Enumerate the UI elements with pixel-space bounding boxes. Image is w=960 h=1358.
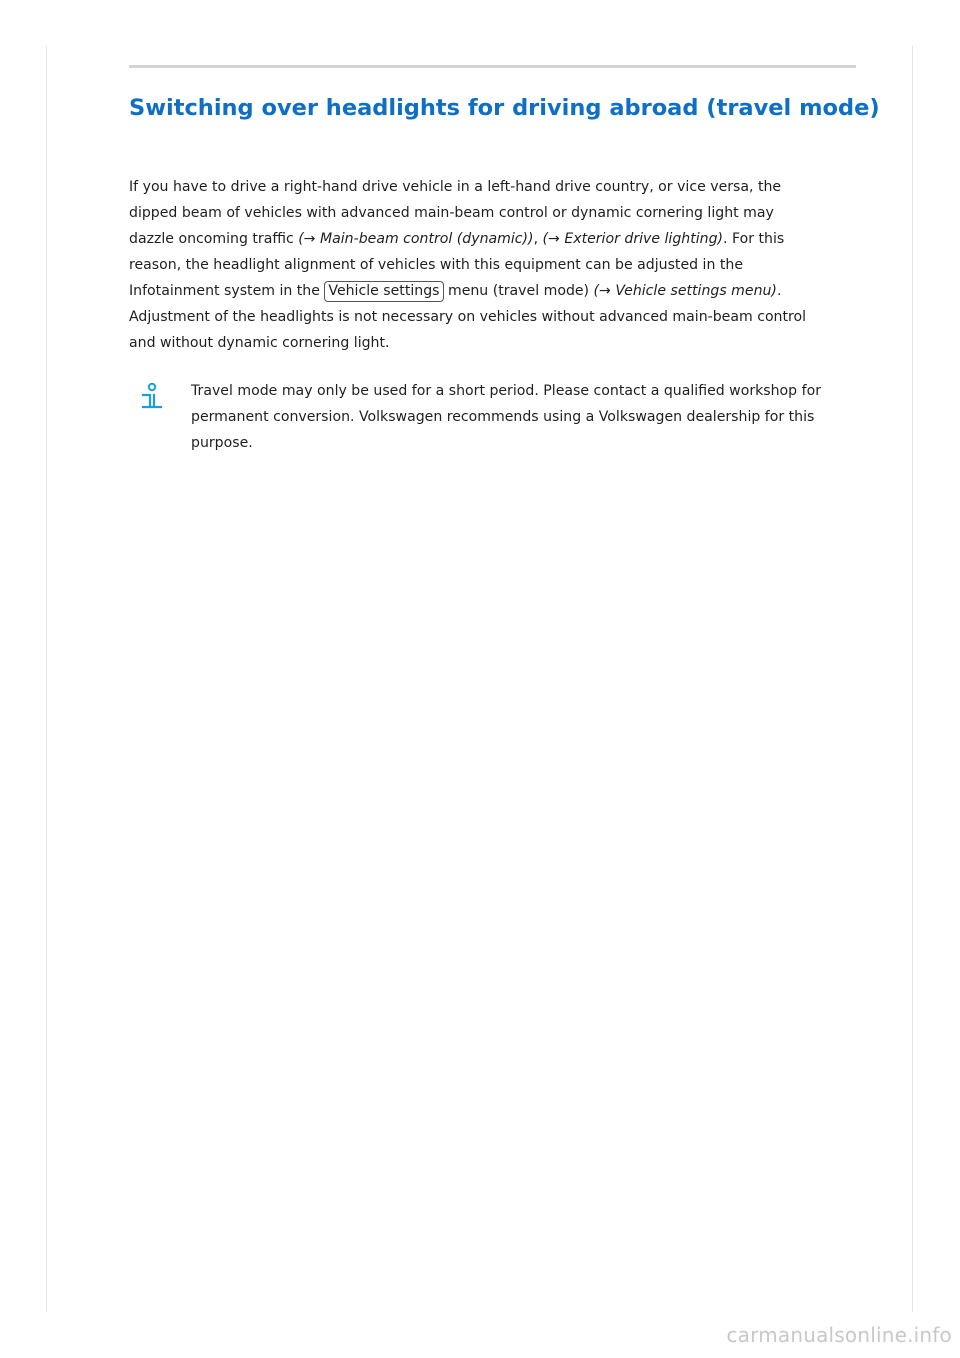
body-paragraph [129, 174, 864, 356]
note-line: purpose. [191, 435, 253, 451]
note-line: Travel mode may only be used for a short period. Please contact a qualified workshop for [191, 383, 821, 399]
paragraph-text: . For this [723, 231, 785, 247]
paragraph-text: Infotainment system in the [129, 283, 325, 299]
paragraph-line: reason, the headlight alignment of vehicles with this equipment can be adjusted in the [129, 257, 744, 273]
note-line: permanent conversion. Volkswagen recommends using a Volkswagen dealership for this [191, 409, 815, 425]
paragraph-line [129, 226, 864, 252]
paragraph-line: If you have to drive a right-hand drive vehicle in a left-hand drive country, or vice versa, the [129, 179, 782, 195]
vehicle-settings-menu-key: Vehicle settings [324, 281, 443, 302]
paragraph-line: Adjustment of the headlights is not necessary on vehicles without advanced main-beam control [129, 309, 807, 325]
paragraph-text: dazzle oncoming traffic [129, 231, 299, 247]
xref-vehicle-settings-menu-link[interactable]: (→ Vehicle settings menu) [593, 283, 777, 299]
page-border-left [46, 46, 47, 1312]
watermark-text: carmanualsonline.info [726, 1323, 952, 1347]
info-note-text [191, 378, 871, 456]
paragraph-line: and without dynamic cornering light. [129, 335, 390, 351]
page-border-right [912, 46, 913, 1312]
paragraph-line: dipped beam of vehicles with advanced main-beam control or dynamic cornering light may [129, 205, 774, 221]
xref-main-beam-control-link[interactable]: (→ Main-beam control (dynamic)) [298, 231, 534, 247]
section-divider [129, 65, 856, 68]
paragraph-text: . [776, 283, 782, 299]
info-icon [140, 382, 164, 412]
section-title: Switching over headlights for driving abroad (travel mode) [129, 95, 880, 121]
paragraph-line [129, 278, 864, 304]
paragraph-text: , [533, 231, 543, 247]
paragraph-text: menu (travel mode) [443, 283, 594, 299]
xref-exterior-drive-lighting-link[interactable]: (→ Exterior drive lighting) [542, 231, 724, 247]
